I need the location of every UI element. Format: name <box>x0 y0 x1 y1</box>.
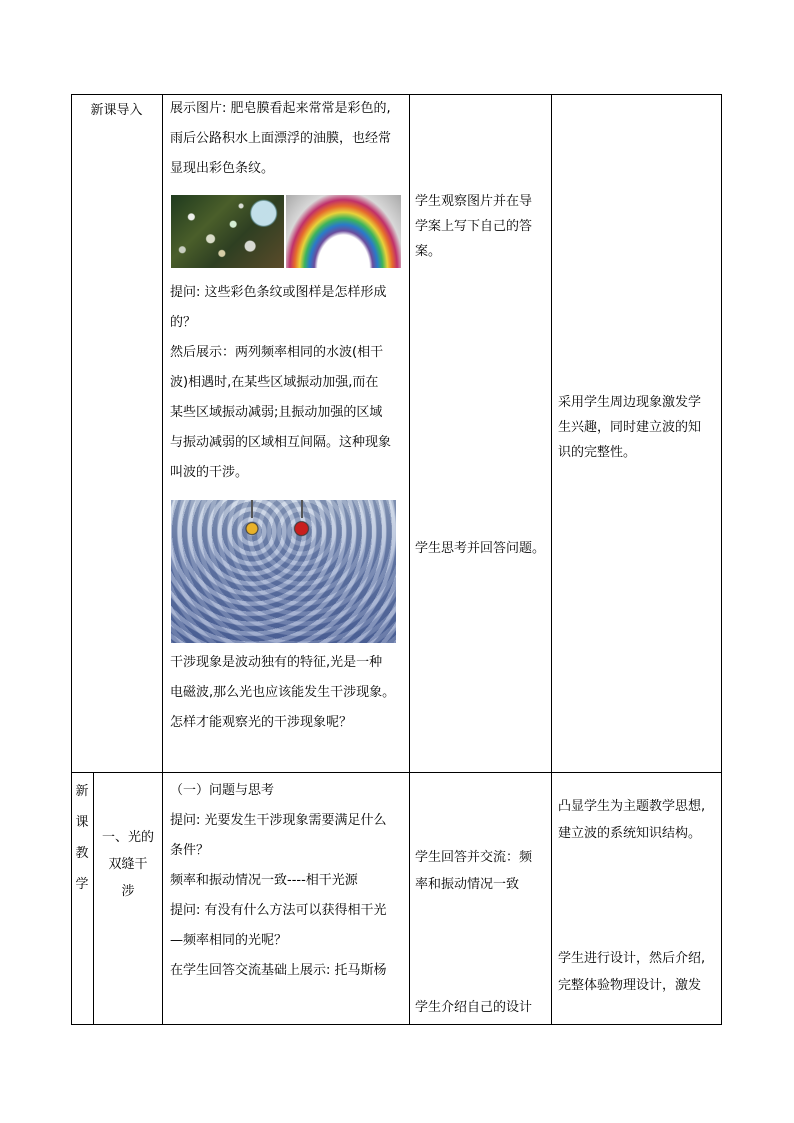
oil-film-image <box>286 195 401 268</box>
text-line: 电磁波,那么光也应该能发生干涉现象。 <box>170 685 396 700</box>
sub-section-title <box>94 824 162 905</box>
text-line: 建立波的系统知识结构。 <box>558 826 702 841</box>
intro-student-2: 学生思考并回答问题。 <box>415 541 546 556</box>
stage-intro: 新课导入 <box>90 103 143 118</box>
text-line: 凸显学生为主题教学思想, <box>558 799 706 814</box>
text-line: 涉 <box>121 884 135 899</box>
stage-new-lesson <box>71 776 93 900</box>
text-line: 显现出彩色条纹。 <box>170 161 275 176</box>
text-line: 然后展示：两列频率相同的水波(相干 <box>170 345 384 360</box>
intro-teacher-block-3 <box>170 650 408 735</box>
text-line: 双缝干 <box>108 857 148 872</box>
soap-bubbles-image <box>171 195 284 268</box>
text-line: （一）问题与思考 <box>170 783 275 798</box>
text-line: 在学生回答交流基础上展示: 托马斯杨 <box>170 963 387 978</box>
text-line: 干涉现象是波动独有的特征,光是一种 <box>170 655 383 670</box>
new-intent-2 <box>558 946 720 998</box>
border-right <box>721 94 722 1025</box>
text-line: 学案上写下自己的答 <box>415 219 533 234</box>
new-student-2: 学生介绍自己的设计 <box>415 1000 533 1015</box>
vibrator-rod <box>251 500 253 518</box>
intro-teacher-block-1 <box>170 96 408 181</box>
text-line: 条件？ <box>170 843 210 858</box>
text-line: 雨后公路积水上面漂浮的油膜，也经常 <box>170 131 392 146</box>
text-line: 一、光的 <box>101 830 154 845</box>
col-divider-3 <box>551 94 552 1025</box>
text-line: 学生进行设计，然后介绍, <box>558 951 706 966</box>
text-line: 完整体验物理设计，激发 <box>558 978 702 993</box>
intro-student-1 <box>415 189 550 264</box>
text-line: 提问: 有没有什么方法可以获得相干光 <box>170 903 387 918</box>
intro-teacher-block-2 <box>170 280 408 485</box>
new-student-1 <box>415 845 550 897</box>
text-line: 的？ <box>170 315 197 330</box>
text-line: 识的完整性。 <box>558 445 637 460</box>
col-divider-2 <box>409 94 410 1025</box>
stage-char: 课 <box>75 815 89 830</box>
text-line: 频率和振动情况一致----相干光源 <box>170 873 358 888</box>
row-divider <box>71 772 722 773</box>
vibrator-rod <box>301 500 303 518</box>
text-line: 与振动减弱的区域相互间隔。这种现象 <box>170 435 392 450</box>
water-wave-interference-image <box>171 500 396 643</box>
new-teacher-block <box>170 778 408 983</box>
text-line: —频率相同的光呢？ <box>170 933 288 948</box>
text-line: 案。 <box>415 244 442 259</box>
text-line: 波)相遇时,在某些区域振动加强,而在 <box>170 375 379 390</box>
border-top <box>71 94 722 95</box>
text-line: 采用学生周边现象激发学 <box>558 395 702 410</box>
text-line: 提问: 这些彩色条纹或图样是怎样形成 <box>170 285 387 300</box>
text-line: 率和振动情况一致 <box>415 877 520 892</box>
intro-intent <box>558 390 720 465</box>
text-line: 提问: 光要发生干涉现象需要满足什么 <box>170 813 387 828</box>
new-intent-1 <box>558 794 720 846</box>
stage-char: 新 <box>75 784 89 799</box>
text-line: 学生回答并交流：频 <box>415 850 533 865</box>
text-line: 怎样才能观察光的干涉现象呢？ <box>170 715 353 730</box>
text-line: 叫波的干涉。 <box>170 465 249 480</box>
text-line: 某些区域振动减弱;且振动加强的区域 <box>170 405 383 420</box>
stage-char: 教 <box>75 846 89 861</box>
text-line: 学生观察图片并在导 <box>415 194 533 209</box>
stage-char: 学 <box>75 877 89 892</box>
text-line: 展示图片: 肥皂膜看起来常常是彩色的, <box>170 101 391 116</box>
text-line: 生兴趣，同时建立波的知 <box>558 420 702 435</box>
col-divider-1 <box>162 94 163 1025</box>
lesson-plan-table <box>71 94 722 1025</box>
border-bottom <box>71 1024 722 1025</box>
